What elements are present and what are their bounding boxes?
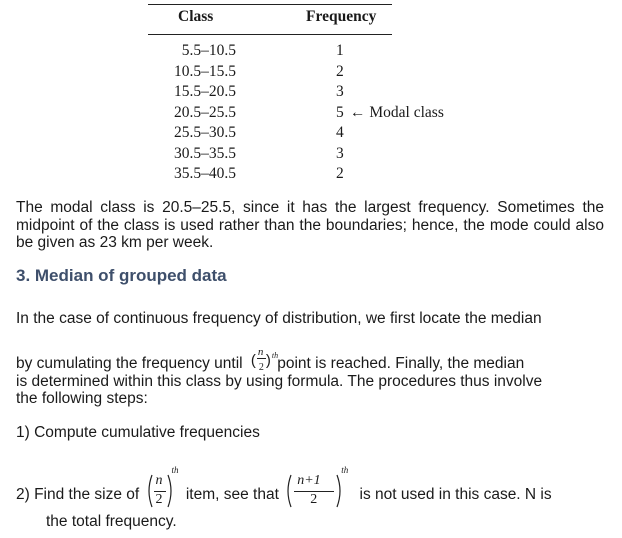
- cumulating-text-after: point is reached. Finally, the median: [277, 355, 525, 372]
- step-2-prefix: 2) Find the size of: [16, 486, 140, 504]
- frequency-value: 5: [336, 103, 344, 121]
- class-cell: 10.5–15.5: [174, 62, 236, 80]
- modal-class-note: ← Modal class: [350, 103, 444, 121]
- frequency-cell: [336, 123, 356, 144]
- fraction-numerator: n: [257, 346, 264, 358]
- frequency-cell: [336, 144, 356, 165]
- cumulating-text-before: by cumulating the frequency until: [16, 355, 243, 372]
- class-column-header: Class: [178, 8, 214, 25]
- frequency-column: [336, 41, 444, 185]
- class-cell: 35.5–40.5: [174, 165, 236, 182]
- class-cell: 20.5–25.5: [174, 103, 236, 121]
- frequency-cell: [336, 103, 444, 124]
- class-cell: 5.5–10.5: [181, 42, 236, 59]
- fraction-superscript: th: [171, 465, 179, 475]
- frequency-value: 2: [336, 165, 344, 182]
- class-cell: 30.5–35.5: [174, 144, 236, 162]
- class-cell: 15.5–20.5: [174, 83, 236, 100]
- cumulating-paragraph: [16, 346, 604, 408]
- frequency-value: 3: [336, 83, 344, 100]
- median-intro-paragraph: In the case of continuous frequency of distribution, we first locate the median: [16, 310, 542, 327]
- step-2-suffix: is not used in this case. N is: [359, 486, 552, 504]
- n-plus-1-over-2-bracketed-fraction: [283, 465, 349, 511]
- right-paren: ): [265, 352, 271, 369]
- step-1: 1) Compute cumulative frequencies: [16, 424, 260, 441]
- section-heading: 3. Median of grouped data: [16, 266, 227, 285]
- fraction-numerator: n: [155, 473, 163, 488]
- step-2-tail: the total frequency.: [46, 513, 177, 530]
- step-2-middle: item, see that: [185, 486, 279, 504]
- table-header-rule: [148, 34, 392, 35]
- step-2: [16, 465, 552, 515]
- cumulating-line-1: [16, 346, 604, 373]
- cumulating-line-2: is determined within this class by using formula. The procedures thus involve: [16, 372, 543, 390]
- fraction-superscript: th: [341, 465, 349, 475]
- frequency-column-header: Frequency: [306, 8, 377, 25]
- frequency-value: 4: [336, 124, 344, 141]
- frequency-cell: [336, 41, 356, 62]
- cumulating-line-3: the following steps:: [16, 390, 148, 407]
- class-cell: 25.5–30.5: [174, 124, 236, 141]
- fraction-superscript: th: [271, 351, 279, 360]
- table-header: [148, 4, 392, 31]
- frequency-value: 3: [336, 144, 344, 162]
- n-over-2-bracketed-fraction: [144, 465, 179, 511]
- frequency-cell: [336, 164, 356, 185]
- fraction-denominator: 2: [258, 362, 264, 373]
- fraction-denominator: 2: [310, 492, 318, 507]
- n-over-2-fraction: [247, 346, 279, 373]
- class-column: [148, 41, 248, 185]
- left-paren: (: [250, 352, 256, 369]
- frequency-cell: [336, 62, 356, 83]
- fraction-denominator: 2: [155, 492, 163, 507]
- table-top-rule: [148, 4, 392, 5]
- modal-class-paragraph: The modal class is 20.5–25.5, since it has the largest frequency. Sometimes the midpoint of the class is used rather than the boundaries; hence, the mode could also be given as 23 km per week.: [16, 199, 604, 251]
- frequency-value: 1: [336, 42, 344, 59]
- fraction-numerator: n+1: [297, 473, 321, 488]
- frequency-cell: [336, 82, 356, 103]
- frequency-value: 2: [336, 62, 344, 80]
